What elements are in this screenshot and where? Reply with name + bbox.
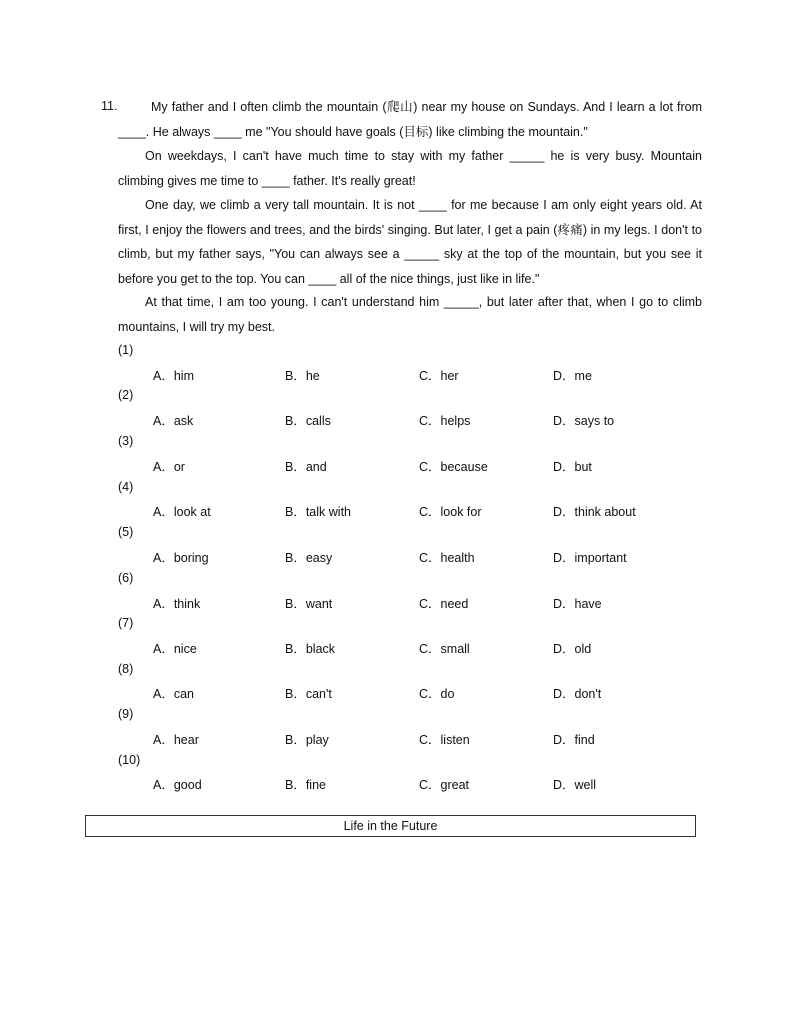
question-3-number: (3)	[118, 434, 134, 448]
option-a[interactable]: A．ask	[153, 414, 194, 428]
option-b[interactable]: B．easy	[285, 551, 333, 565]
option-a[interactable]: A．boring	[153, 551, 209, 565]
question-3-options	[153, 457, 653, 475]
option-b[interactable]: B．black	[285, 642, 336, 656]
next-section-title-box: Life in the Future	[85, 815, 696, 837]
option-d[interactable]: D．says to	[553, 414, 615, 428]
option-d[interactable]: D．old	[553, 642, 592, 656]
option-d[interactable]: D．important	[553, 551, 627, 565]
option-a[interactable]: A．or	[153, 460, 185, 474]
question-4-options	[153, 502, 653, 520]
question-9-number: (9)	[118, 707, 134, 721]
passage-paragraph-4: At that time, I am too young. I can't understand him _____, but later after that, when I go to climb mountains, I will try my best.	[118, 295, 702, 334]
question-10-number: (10)	[118, 753, 141, 767]
option-a[interactable]: A．nice	[153, 642, 197, 656]
option-d[interactable]: D．but	[553, 460, 592, 474]
question-10-options	[153, 775, 653, 793]
passage-paragraph-1	[118, 95, 702, 144]
option-c[interactable]: C．listen	[419, 733, 470, 747]
option-b[interactable]: B．can't	[285, 687, 332, 701]
paragraph-1-text: My father and I often climb the mountain (爬山) near my house on Sundays. And I learn a lot from ____. He always ____ me "You should have goals (目标) like climbing the mountain."	[118, 100, 702, 139]
question-5-number: (5)	[118, 525, 134, 539]
option-a[interactable]: A．hear	[153, 733, 199, 747]
option-d[interactable]: D．have	[553, 597, 602, 611]
option-a[interactable]: A．think	[153, 597, 201, 611]
option-c[interactable]: C．small	[419, 642, 470, 656]
option-a[interactable]: A．him	[153, 369, 194, 383]
option-b[interactable]: B．fine	[285, 778, 326, 792]
question-2-number: (2)	[118, 388, 134, 402]
option-d[interactable]: D．don't	[553, 687, 602, 701]
option-b[interactable]: B．calls	[285, 414, 331, 428]
question-6-number: (6)	[118, 571, 134, 585]
option-b[interactable]: B．he	[285, 369, 320, 383]
option-c[interactable]: C．need	[419, 597, 469, 611]
option-d[interactable]: D．me	[553, 369, 592, 383]
option-b[interactable]: B．and	[285, 460, 327, 474]
option-b[interactable]: B．play	[285, 733, 329, 747]
option-d[interactable]: D．think about	[553, 505, 636, 519]
question-7-options	[153, 639, 653, 657]
passage-paragraph-3: One day, we climb a very tall mountain. It is not ____ for me because I am only eight years old. At first, I enjoy the flowers and trees, and the birds' singing. But later, I get a pain (疼痛) in my legs. I don't to climb, but my father says, "You can always see a _____ sky at the top of the mountain, but you see it before you get to the top. You can ____ all of the nice things, just like in life."	[118, 198, 702, 286]
question-4-number: (4)	[118, 480, 134, 494]
option-c[interactable]: C．her	[419, 369, 459, 383]
option-c[interactable]: C．because	[419, 460, 488, 474]
option-c[interactable]: C．helps	[419, 414, 471, 428]
option-c[interactable]: C．do	[419, 687, 455, 701]
option-a[interactable]: A．can	[153, 687, 194, 701]
option-c[interactable]: C．look for	[419, 505, 482, 519]
option-a[interactable]: A．good	[153, 778, 202, 792]
question-6-options	[153, 594, 653, 612]
question-9-options	[153, 730, 653, 748]
question-2-options	[153, 411, 653, 429]
option-b[interactable]: B．talk with	[285, 505, 351, 519]
question-5-options	[153, 548, 653, 566]
question-1-options	[153, 366, 653, 384]
option-b[interactable]: B．want	[285, 597, 333, 611]
question-1-number: (1)	[118, 343, 134, 357]
question-number: 11.	[101, 99, 118, 113]
passage-paragraph-2: On weekdays, I can't have much time to stay with my father _____ he is very busy. Mountain climbing gives me time to ____ father. It's really great!	[118, 149, 702, 188]
option-a[interactable]: A．look at	[153, 505, 211, 519]
question-8-options	[153, 684, 653, 702]
question-8-number: (8)	[118, 662, 134, 676]
question-7-number: (7)	[118, 616, 134, 630]
option-c[interactable]: C．health	[419, 551, 475, 565]
option-d[interactable]: D．well	[553, 778, 597, 792]
option-d[interactable]: D．find	[553, 733, 595, 747]
option-c[interactable]: C．great	[419, 778, 470, 792]
